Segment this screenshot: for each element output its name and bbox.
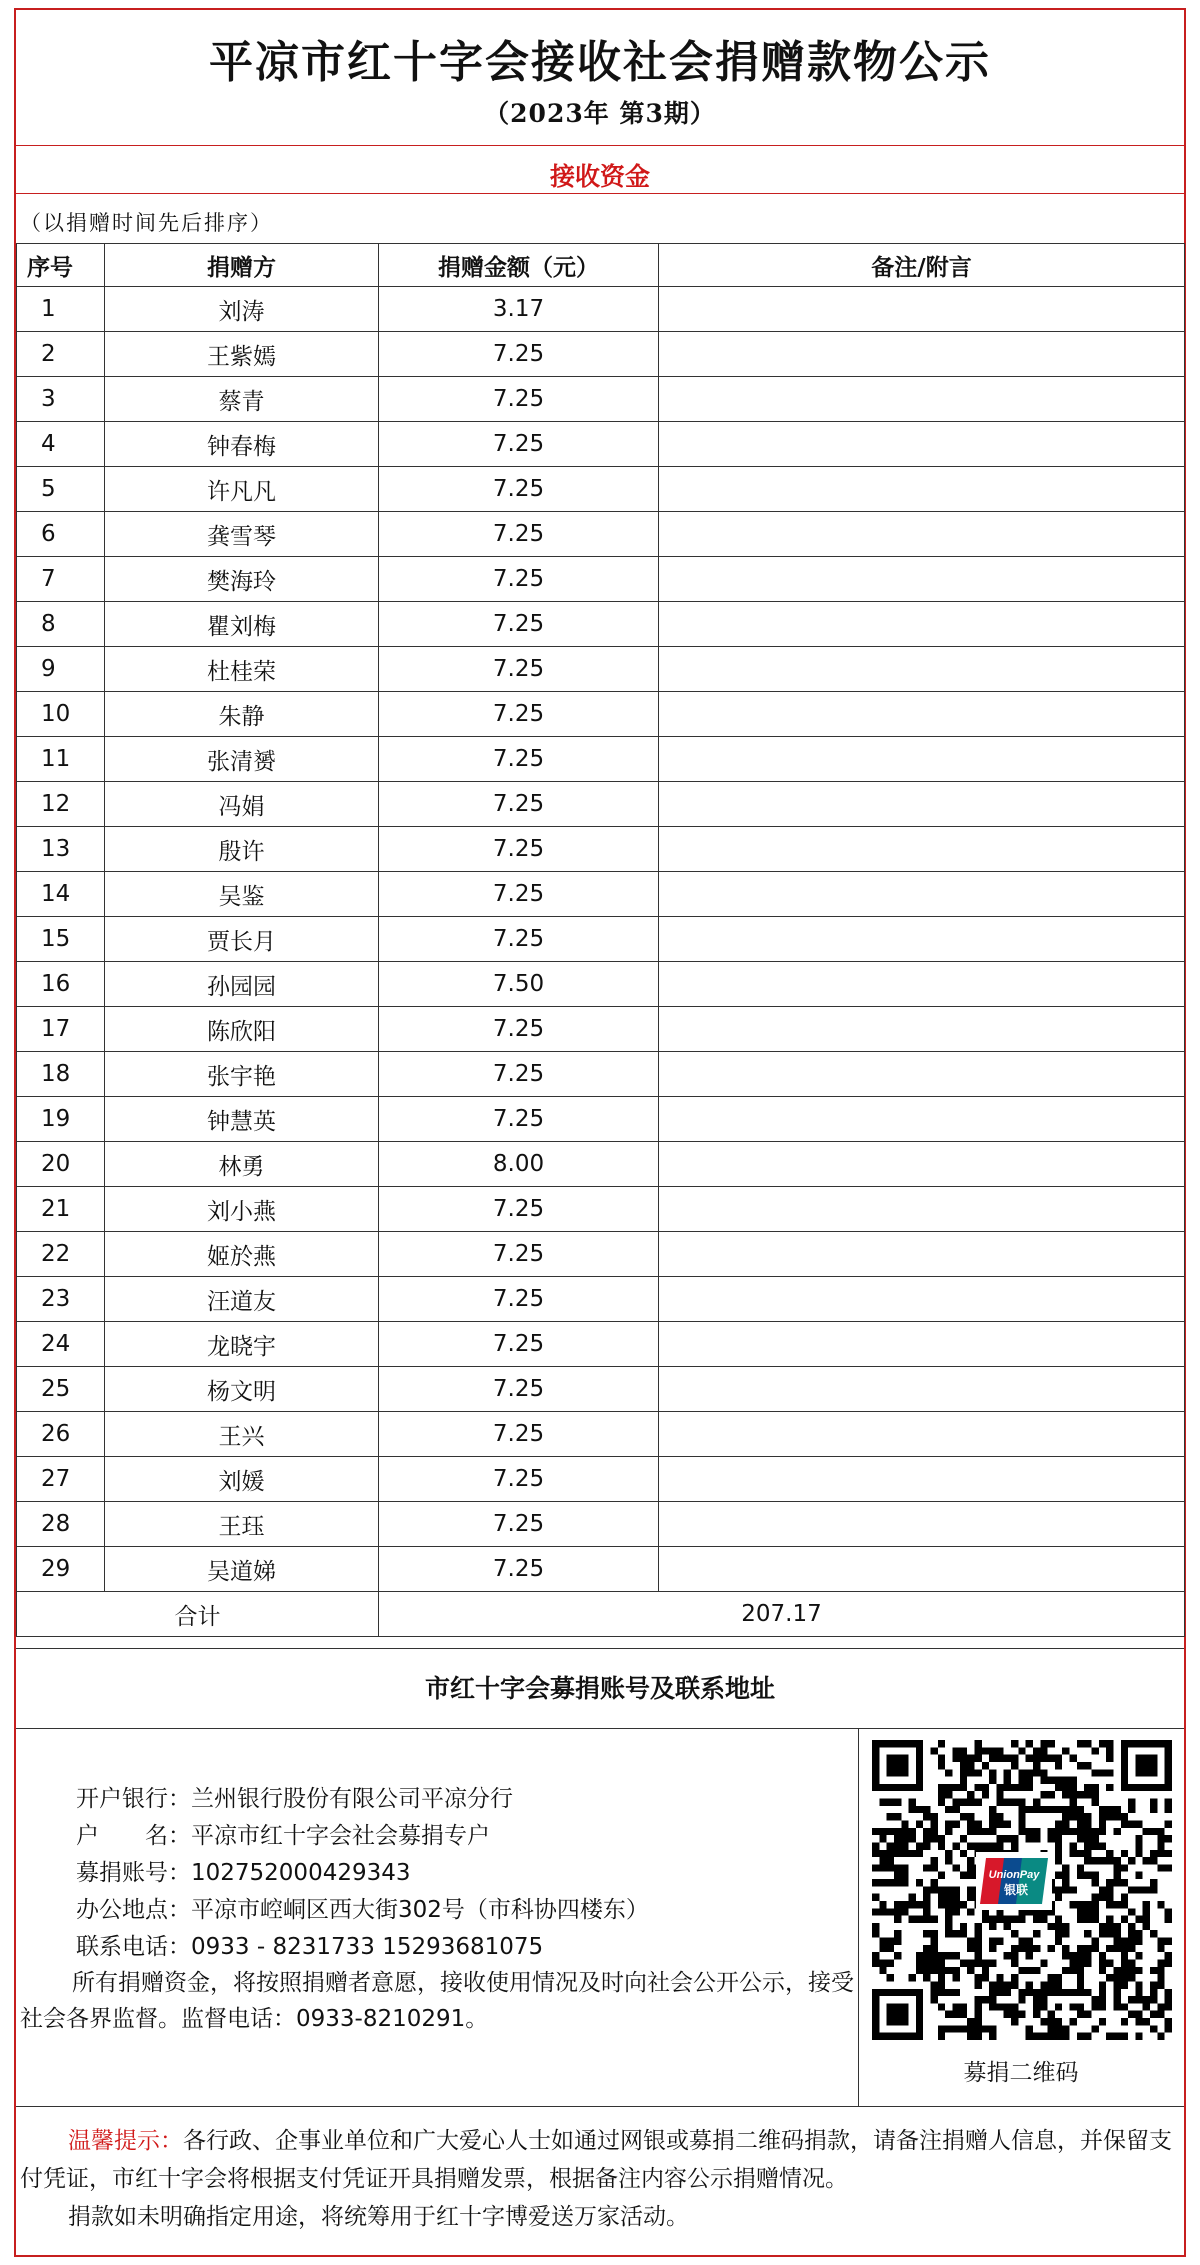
donor-name: 王珏 (105, 1502, 379, 1547)
divider (16, 145, 1184, 146)
row-number: 7 (17, 557, 105, 602)
column-header-note: 备注/附言 (659, 244, 1185, 287)
section-title: 接收资金 (549, 162, 650, 191)
bank-row (76, 1781, 856, 1818)
donation-amount: 7.25 (379, 1187, 659, 1232)
donation-amount: 7.25 (379, 1232, 659, 1277)
donation-table (16, 243, 1185, 1637)
row-number: 19 (17, 1097, 105, 1142)
donation-amount: 7.25 (379, 872, 659, 917)
account-no-value: 102752000429343 (191, 1860, 411, 1886)
donation-amount: 7.50 (379, 962, 659, 1007)
donation-note (659, 1097, 1185, 1142)
donation-note (659, 1277, 1185, 1322)
donation-amount: 7.25 (379, 1322, 659, 1367)
donor-name: 张宇艳 (105, 1052, 379, 1097)
donation-amount: 3.17 (379, 287, 659, 332)
table-row (17, 1367, 1185, 1412)
donation-amount: 7.25 (379, 782, 659, 827)
table-row (17, 1097, 1185, 1142)
table-row (17, 1052, 1185, 1097)
address-value: 平凉市崆峒区西大街302号（市科协四楼东） (191, 1897, 649, 1923)
row-number: 16 (17, 962, 105, 1007)
donation-amount: 7.25 (379, 1007, 659, 1052)
donation-note (659, 557, 1185, 602)
table-row (17, 962, 1185, 1007)
row-number: 6 (17, 512, 105, 557)
row-number: 9 (17, 647, 105, 692)
donation-note (659, 647, 1185, 692)
total-label: 合计 (17, 1592, 379, 1637)
donor-name: 王紫嫣 (105, 332, 379, 377)
column-header-no: 序号 (17, 244, 105, 287)
donation-amount: 7.25 (379, 602, 659, 647)
table-row (17, 647, 1185, 692)
contact-details (76, 1781, 856, 1966)
donor-name: 钟春梅 (105, 422, 379, 467)
svg-text:银联: 银联 (1003, 1883, 1029, 1897)
donation-note (659, 1367, 1185, 1412)
donation-note (659, 377, 1185, 422)
donation-amount: 7.25 (379, 377, 659, 422)
donor-name: 钟慧英 (105, 1097, 379, 1142)
account-name-label: 户 名： (76, 1823, 191, 1849)
phone-value: 0933 - 8231733 15293681075 (191, 1934, 544, 1960)
donor-name: 刘媛 (105, 1457, 379, 1502)
column-header-amount: 捐赠金额（元） (379, 244, 659, 287)
row-number: 4 (17, 422, 105, 467)
row-number: 23 (17, 1277, 105, 1322)
row-number: 18 (17, 1052, 105, 1097)
table-row (17, 1457, 1185, 1502)
row-number: 21 (17, 1187, 105, 1232)
donation-note (659, 872, 1185, 917)
donation-note (659, 1232, 1185, 1277)
unionpay-logo (976, 1852, 1052, 1910)
donation-note (659, 1547, 1185, 1592)
donation-amount: 7.25 (379, 1097, 659, 1142)
donation-amount: 7.25 (379, 1052, 659, 1097)
table-row (17, 917, 1185, 962)
donor-name: 吴道娣 (105, 1547, 379, 1592)
donation-note (659, 1457, 1185, 1502)
donor-name: 刘涛 (105, 287, 379, 332)
donor-name: 贾长月 (105, 917, 379, 962)
qr-panel (858, 1728, 1184, 2106)
donation-note (659, 1187, 1185, 1232)
row-number: 5 (17, 467, 105, 512)
donation-amount: 7.25 (379, 467, 659, 512)
donation-note (659, 1322, 1185, 1367)
donation-amount: 7.25 (379, 1547, 659, 1592)
donation-amount: 7.25 (379, 512, 659, 557)
table-row (17, 1187, 1185, 1232)
row-number: 20 (17, 1142, 105, 1187)
row-number: 12 (17, 782, 105, 827)
donation-note (659, 1052, 1185, 1097)
table-row (17, 827, 1185, 872)
table-header-row (17, 244, 1185, 287)
tips-paragraph-2: 捐款如未明确指定用途，将统筹用于红十字博爱送万家活动。 (68, 2204, 689, 2230)
row-number: 13 (17, 827, 105, 872)
donor-name: 王兴 (105, 1412, 379, 1457)
donor-name: 姬於燕 (105, 1232, 379, 1277)
total-value: 207.17 (379, 1592, 1185, 1637)
donor-name: 刘小燕 (105, 1187, 379, 1232)
donor-name: 汪道友 (105, 1277, 379, 1322)
row-number: 11 (17, 737, 105, 782)
donation-note (659, 1412, 1185, 1457)
donor-name: 樊海玲 (105, 557, 379, 602)
row-number: 24 (17, 1322, 105, 1367)
donation-note (659, 962, 1185, 1007)
supervision-statement: 所有捐赠资金，将按照捐赠者意愿，接收使用情况及时向社会公开公示，接受社会各界监督。监督电话：0933-8210291。 (20, 1970, 854, 2032)
donation-note (659, 1007, 1185, 1052)
donor-name: 吴鉴 (105, 872, 379, 917)
donor-name: 瞿刘梅 (105, 602, 379, 647)
donor-name: 许凡凡 (105, 467, 379, 512)
row-number: 26 (17, 1412, 105, 1457)
account-no-label: 募捐账号： (76, 1860, 191, 1886)
order-note: （以捐赠时间先后排序） (20, 211, 273, 235)
notice-sheet (14, 8, 1186, 2257)
donation-amount: 7.25 (379, 1367, 659, 1412)
row-number: 10 (17, 692, 105, 737)
donor-name: 殷许 (105, 827, 379, 872)
donation-note (659, 827, 1185, 872)
divider (16, 2106, 1184, 2107)
table-row (17, 287, 1185, 332)
row-number: 2 (17, 332, 105, 377)
contact-title: 市红十字会募捐账号及联系地址 (424, 1674, 775, 1703)
donor-name: 龚雪琴 (105, 512, 379, 557)
issue-number: （2023年 第3期） (484, 99, 716, 128)
row-number: 14 (17, 872, 105, 917)
phone-label: 联系电话： (76, 1934, 191, 1960)
tips-label: 温馨提示： (68, 2128, 183, 2154)
donor-name: 张清赟 (105, 737, 379, 782)
donation-note (659, 287, 1185, 332)
donation-amount: 7.25 (379, 332, 659, 377)
donation-amount: 7.25 (379, 1502, 659, 1547)
table-row (17, 602, 1185, 647)
account-name-value: 平凉市红十字会社会募捐专户 (191, 1823, 490, 1849)
donation-amount: 7.25 (379, 737, 659, 782)
row-number: 25 (17, 1367, 105, 1412)
donation-amount: 7.25 (379, 917, 659, 962)
table-row (17, 1142, 1185, 1187)
row-number: 22 (17, 1232, 105, 1277)
table-row (17, 1412, 1185, 1457)
donation-note (659, 422, 1185, 467)
donation-note (659, 602, 1185, 647)
page-title: 平凉市红十字会接收社会捐赠款物公示 (209, 37, 991, 88)
donation-amount: 7.25 (379, 1412, 659, 1457)
row-number: 29 (17, 1547, 105, 1592)
donation-amount: 7.25 (379, 692, 659, 737)
warm-tips (20, 2122, 1180, 2236)
table-row (17, 557, 1185, 602)
column-header-donor: 捐赠方 (105, 244, 379, 287)
donor-name: 蔡青 (105, 377, 379, 422)
svg-text:UnionPay: UnionPay (988, 1869, 1040, 1881)
table-row (17, 692, 1185, 737)
donor-name: 陈欣阳 (105, 1007, 379, 1052)
table-row (17, 1232, 1185, 1277)
table-row (17, 1007, 1185, 1052)
donation-note (659, 467, 1185, 512)
table-row (17, 377, 1185, 422)
table-row (17, 1547, 1185, 1592)
table-row (17, 1502, 1185, 1547)
donation-note (659, 692, 1185, 737)
row-number: 17 (17, 1007, 105, 1052)
row-number: 27 (17, 1457, 105, 1502)
donation-amount: 7.25 (379, 647, 659, 692)
donation-amount: 7.25 (379, 827, 659, 872)
address-label: 办公地点： (76, 1897, 191, 1923)
table-row (17, 1277, 1185, 1322)
donation-amount: 7.25 (379, 557, 659, 602)
divider (16, 193, 1184, 194)
donation-amount: 7.25 (379, 422, 659, 467)
table-row (17, 782, 1185, 827)
phone-row (76, 1929, 856, 1966)
tips-paragraph-1 (20, 2122, 1180, 2198)
row-number: 28 (17, 1502, 105, 1547)
donor-name: 朱静 (105, 692, 379, 737)
row-number: 8 (17, 602, 105, 647)
donation-note (659, 512, 1185, 557)
tips-text-1: 各行政、企事业单位和广大爱心人士如通过网银或募捐二维码捐款，请备注捐赠人信息，并保留支付凭证，市红十字会将根据支付凭证开具捐赠发票，根据备注内容公示捐赠情况。 (20, 2128, 1172, 2192)
donation-amount: 7.25 (379, 1457, 659, 1502)
bank-label: 开户银行： (76, 1786, 191, 1812)
table-body (17, 287, 1185, 1592)
table-row (17, 872, 1185, 917)
donation-amount: 8.00 (379, 1142, 659, 1187)
table-row (17, 467, 1185, 512)
donation-note (659, 1502, 1185, 1547)
address-row (76, 1892, 856, 1929)
donor-name: 龙晓宇 (105, 1322, 379, 1367)
bank-value: 兰州银行股份有限公司平凉分行 (191, 1786, 513, 1812)
donor-name: 杨文明 (105, 1367, 379, 1412)
donor-name: 孙园园 (105, 962, 379, 1007)
donation-note (659, 1142, 1185, 1187)
row-number: 3 (17, 377, 105, 422)
table-row (17, 1322, 1185, 1367)
donor-name: 冯娟 (105, 782, 379, 827)
donation-note (659, 737, 1185, 782)
account-name-row (76, 1818, 856, 1855)
table-row (17, 332, 1185, 377)
donation-amount: 7.25 (379, 1277, 659, 1322)
donation-note (659, 332, 1185, 377)
donation-note (659, 782, 1185, 827)
donation-note (659, 917, 1185, 962)
table-row (17, 737, 1185, 782)
table-row (17, 422, 1185, 467)
total-row (17, 1592, 1185, 1637)
row-number: 1 (17, 287, 105, 332)
account-no-row (76, 1855, 856, 1892)
donor-name: 杜桂荣 (105, 647, 379, 692)
table-row (17, 512, 1185, 557)
qr-caption: 募捐二维码 (963, 2060, 1079, 2086)
row-number: 15 (17, 917, 105, 962)
donor-name: 林勇 (105, 1142, 379, 1187)
